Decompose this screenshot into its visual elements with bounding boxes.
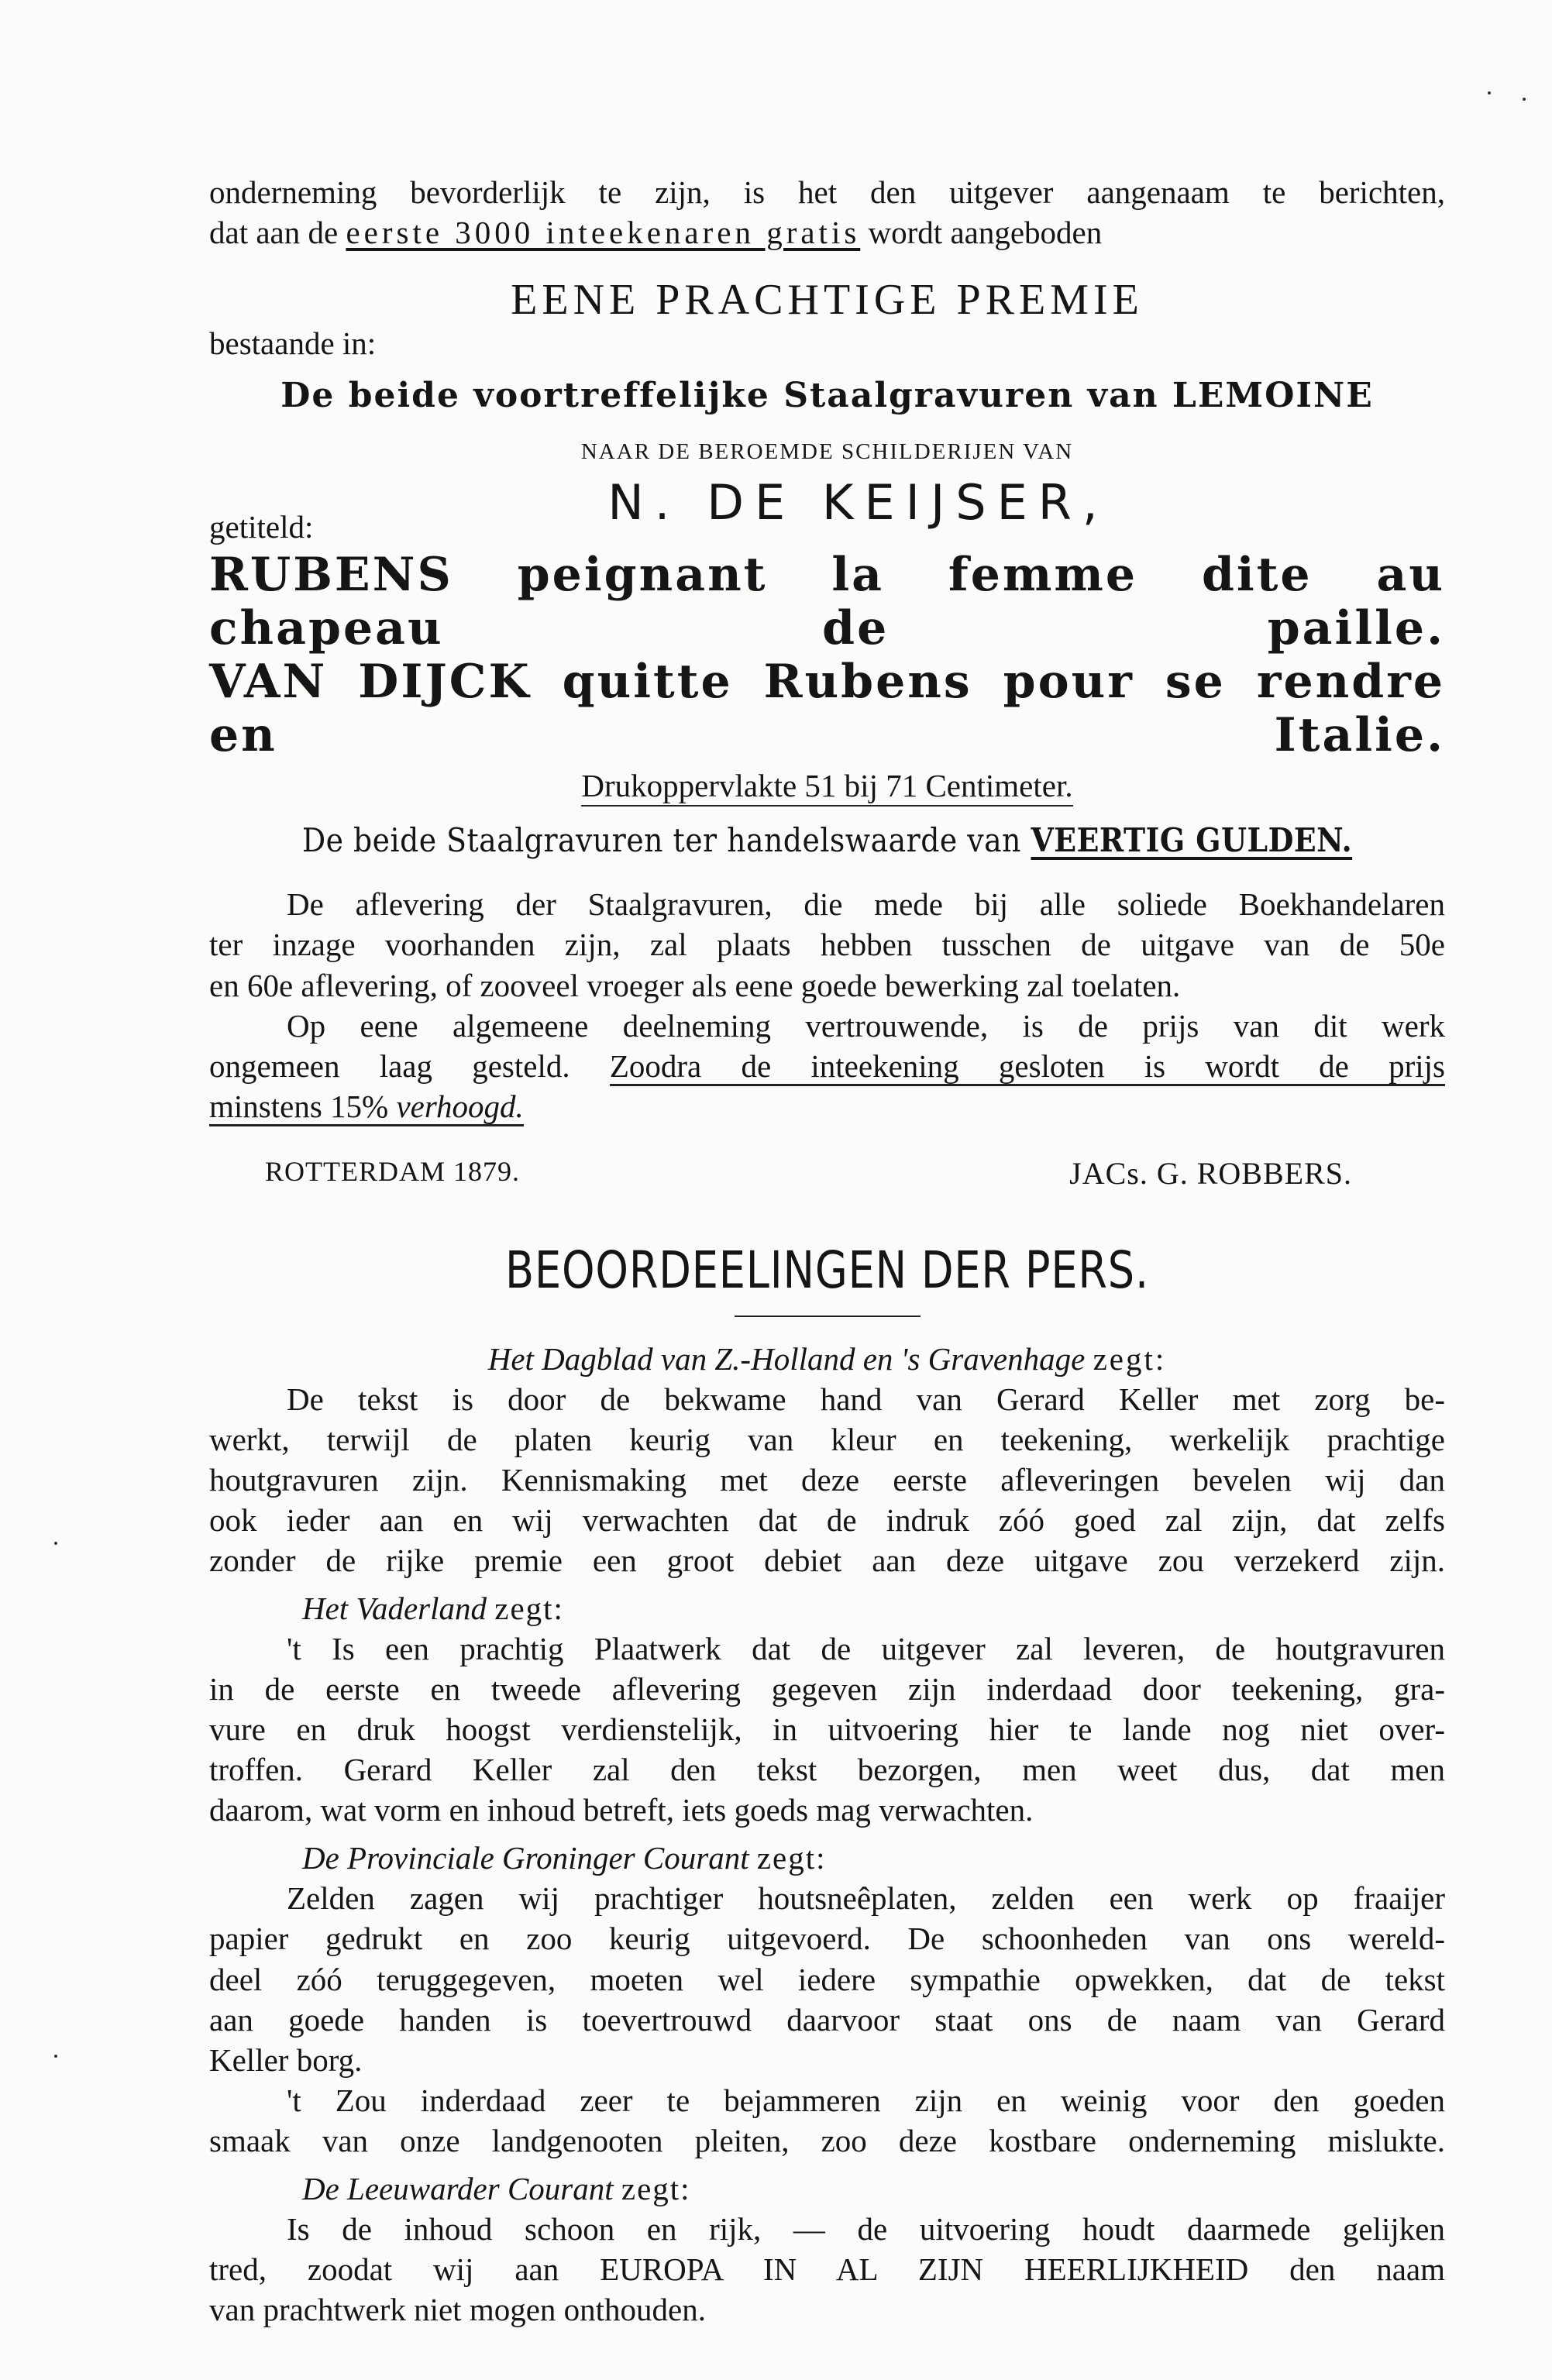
gratis-underlined: eerste 3000 inteekenaren gratis xyxy=(346,215,861,251)
naar-line: NAAR DE BEROEMDE SCHILDERIJEN VAN xyxy=(580,439,1074,465)
painter-name: N. DE KEIJSER, xyxy=(607,474,1109,531)
review-text: Is de inhoud schoon en rijk, — de uitvoering houdt daarmede gelijken tred, zoodat wij aan EUROPA IN AL ZIJN HEERLIJKHEID den naam van prachtwerk niet mogen onthouden. xyxy=(209,2210,1445,2328)
aflevering-paragraph: De aflevering der Staalgravuren, die mede bij alle soliede Boekhandelaren ter inzage voorhanden zijn, zal plaats hebben tusschen de uitgave van de 50e en 60e aflevering, of zooveel vroeger als eene goede bewerking zal toelaten. xyxy=(209,886,1445,1003)
review-text: 't Is een prachtig Plaatwerk dat de uitgever zal leveren, de houtgravuren in de eerste en tweede aflevering gegeven zijn inderdaad door teekening, gra- vure en druk hoogst verdienstelijk, in uitvoering hier te lande nog niet over- troffen. Gerard Keller zal den tekst bezorgen, men weet dus, dat men daarom, wat vorm en inhoud betreft, iets goeds mag verwachten. xyxy=(209,1631,1445,1828)
publisher: JACs. G. ROBBERS. xyxy=(1069,1155,1352,1191)
handelswaarde-line: De beide Staalgravuren ter handelswaarde van VEERTIG GULDEN. xyxy=(301,821,1353,860)
review-source: De Leeuwarder Courant zegt: xyxy=(302,2170,691,2206)
scan-speck xyxy=(1488,91,1491,95)
scan-speck xyxy=(1523,98,1526,101)
intro-line-1: onderneming bevorderlijk te zijn, is het den uitgever aangenaam te berichten, xyxy=(209,174,1445,210)
value-underlined: VEERTIG GULDEN. xyxy=(1031,821,1353,860)
review-text: Zelden zagen wij prachtiger houtsneêplaten, zelden een werk op fraaijer papier gedrukt en zoo keurig uitgevoerd. De schoonheden van ons wereld- deel zóó teruggegeven, moeten wel iedere sympathie opwekken, dat de tekst aan goede handen is toevertrouwd daarvoor staat ons de naam van Gerard Keller borg. 't Zou inderdaad zeer te bejammeren zijn en weinig voor den goeden smaak van onze landgenooten pleiten, zoo deze kostbare onderneming mislukte. xyxy=(209,1880,1445,2158)
painter-row xyxy=(209,474,1445,549)
scan-speck xyxy=(54,1542,57,1545)
drukoppervlakte: Drukoppervlakte 51 bij 71 Centimeter. xyxy=(209,765,1445,806)
review-source: Het Vaderland zegt: xyxy=(302,1590,564,1626)
review-source: De Provinciale Groninger Courant zegt: xyxy=(302,1840,827,1876)
engraving-title-2: VAN DIJCK quitte Rubens pour se rendre en Italie. xyxy=(209,655,1445,762)
staalgravuren-title: De beide voortreffelijke Staalgravuren van LEMOINE xyxy=(280,376,1374,416)
premie-heading: EENE PRACHTIGE PREMIE xyxy=(511,276,1144,325)
reviews-heading: BEOORDEELINGEN DER PERS. xyxy=(505,1240,1149,1300)
place-date: ROTTERDAM 1879. xyxy=(265,1155,520,1187)
heading-rule xyxy=(735,1316,921,1317)
imprint-row xyxy=(209,1154,1445,1201)
review-source: Het Dagblad van Z.-Holland en 's Gravenhage zegt: xyxy=(487,1340,1167,1377)
document-page xyxy=(209,172,1445,2330)
engraving-title-1: RUBENS peignant la femme dite au chapeau de paille. xyxy=(209,548,1445,655)
review-text: De tekst is door de bekwame hand van Gerard Keller met zorg be- werkt, terwijl de platen keurig van kleur en teekening, werkelijk prachtige houtgravuren zijn. Kennismaking met deze eerste afleveringen bevelen wij dan ook ieder aan en wij verwachten dat de indruk zóó goed zal zijn, dat zelfs zonder de rijke premie een groot debiet aan deze uitgave zou verzekerd zijn. xyxy=(209,1381,1445,1578)
getiteld-label: getiteld: xyxy=(209,509,314,545)
deelneming-paragraph: Op eene algemeene deelneming vertrouwende, is de prijs van dit werk ongemeen laag gesteld. Zoodra de inteekening gesloten is wordt de prijs minstens 15% verhoogd. xyxy=(209,1006,1445,1126)
intro-line-2: dat aan de eerste 3000 inteekenaren gratis wordt aangeboden xyxy=(209,215,1103,251)
bestaande-label: bestaande in: xyxy=(209,325,377,362)
scan-speck xyxy=(54,2055,57,2058)
